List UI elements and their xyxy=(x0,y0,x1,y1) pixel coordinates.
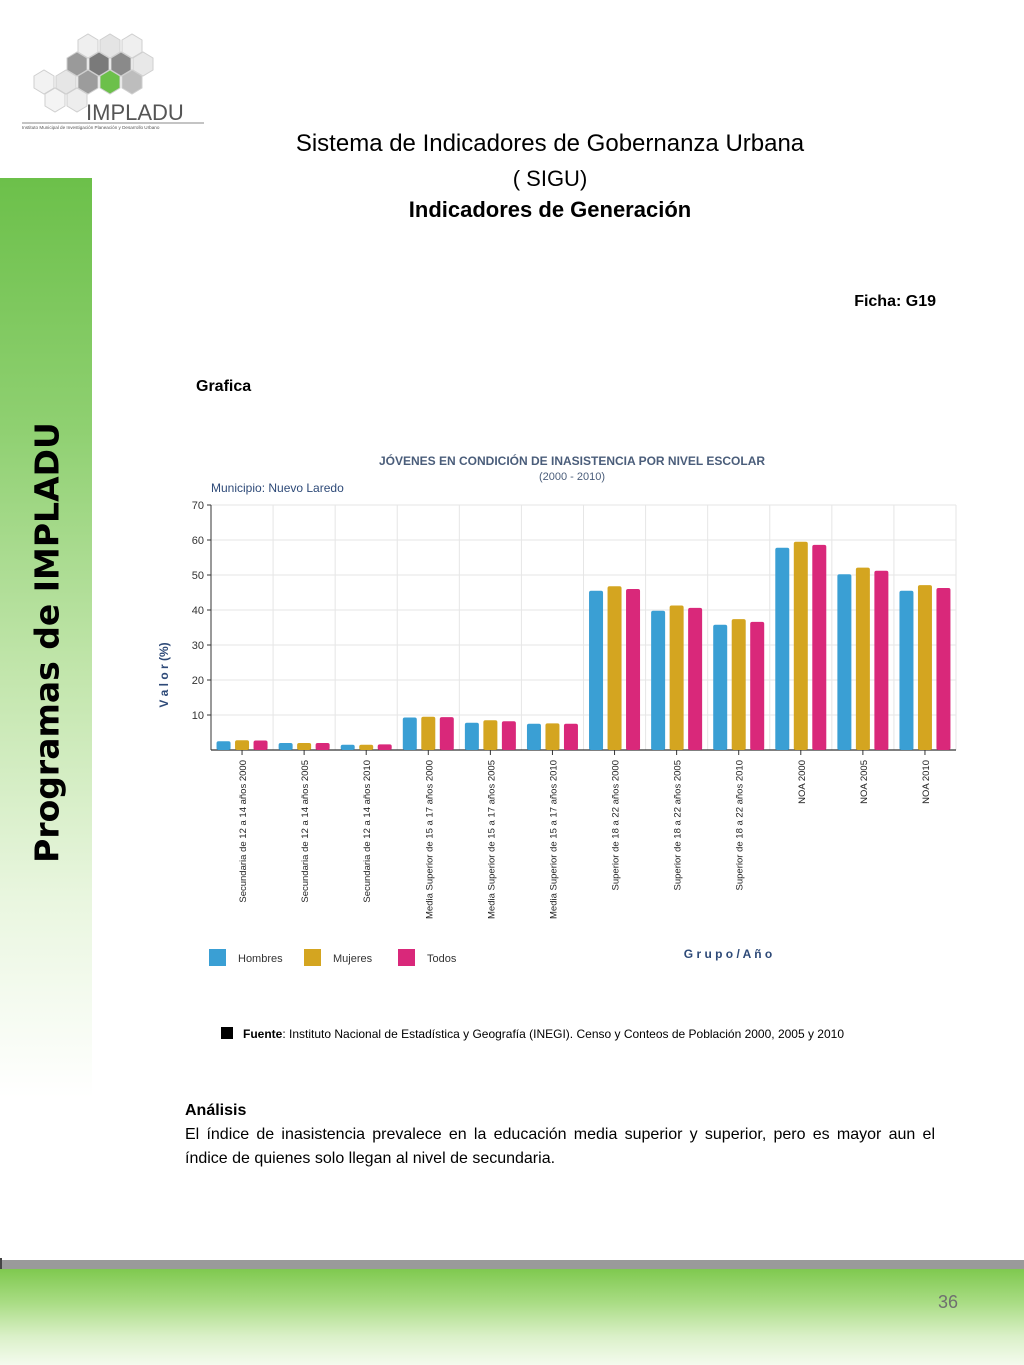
svg-text:IMPLADU: IMPLADU xyxy=(86,100,184,125)
bar-todos xyxy=(440,717,454,750)
bar-todos xyxy=(378,744,392,750)
chart-xlabel: G r u p o / A ñ o xyxy=(683,947,773,961)
x-tick-label: Media Superior de 15 a 17 años 2000 xyxy=(424,760,436,919)
x-tick-label: Superior de 18 a 22 años 2000 xyxy=(610,760,622,891)
bar-todos xyxy=(564,724,578,750)
y-tick-label: 60 xyxy=(191,535,204,547)
bar-mujeres xyxy=(297,743,311,750)
chart-subtitle: (2000 - 2010) xyxy=(538,471,606,483)
bar-mujeres xyxy=(545,723,559,750)
bar-mujeres xyxy=(608,586,622,750)
bar-chart xyxy=(150,440,970,980)
bar-hombres xyxy=(899,591,913,750)
legend-label-todos: Todos xyxy=(427,953,457,965)
bar-hombres xyxy=(651,611,665,750)
legend-swatch-todos xyxy=(398,949,415,966)
bar-mujeres xyxy=(856,568,870,750)
bar-mujeres xyxy=(483,720,497,750)
footer-divider xyxy=(0,1260,1024,1269)
y-tick-label: 70 xyxy=(191,500,204,512)
svg-text:Instituto Municipal de Investi: Instituto Municipal de Investigación Planeación y Desarrollo Urbano xyxy=(22,125,160,130)
x-tick-label: Secundaria de 12 a 14 años 2005 xyxy=(300,760,312,903)
legend-label-hombres: Hombres xyxy=(238,953,283,965)
x-tick-label: Media Superior de 15 a 17 años 2005 xyxy=(486,760,498,919)
x-tick-label: Secundaria de 12 a 14 años 2000 xyxy=(238,760,250,903)
bar-hombres xyxy=(403,717,417,750)
page-subtitle: ( SIGU) xyxy=(512,166,588,191)
grafica-label: Grafica xyxy=(196,378,252,395)
source-note xyxy=(221,1027,844,1041)
bar-mujeres xyxy=(235,740,249,750)
footer-band xyxy=(0,1269,1024,1365)
y-tick-label: 20 xyxy=(191,675,204,687)
page-number: 36 xyxy=(937,1292,958,1312)
y-tick-label: 50 xyxy=(191,570,204,582)
legend-label-mujeres: Mujeres xyxy=(333,953,373,965)
chart-ylabel: V a l o r (%) xyxy=(157,642,171,708)
bar-mujeres xyxy=(421,717,435,750)
y-tick-label: 40 xyxy=(191,605,204,617)
source-text: : Instituto Nacional de Estadística y Geografía (INEGI). Censo y Conteos de Población 2000, 2005 y 2010 xyxy=(282,1027,844,1041)
x-tick-label: NOA 2005 xyxy=(858,760,870,804)
bar-hombres xyxy=(775,548,789,750)
legend-swatch-mujeres xyxy=(304,949,321,966)
bar-mujeres xyxy=(918,585,932,750)
bar-hombres xyxy=(527,724,541,750)
bar-hombres xyxy=(341,745,355,750)
chart-title: JÓVENES EN CONDICIÓN DE INASISTENCIA POR NIVEL ESCOLAR xyxy=(378,454,766,468)
source-label: Fuente xyxy=(243,1027,283,1041)
bar-mujeres xyxy=(732,619,746,750)
section-title: Indicadores de Generación xyxy=(408,197,692,222)
bar-todos xyxy=(626,589,640,750)
bar-hombres xyxy=(217,741,231,750)
bar-mujeres xyxy=(359,745,373,750)
page-title: Sistema de Indicadores de Gobernanza Urbana xyxy=(295,130,805,157)
bar-hombres xyxy=(589,591,603,750)
bar-hombres xyxy=(837,574,851,750)
bar-mujeres xyxy=(794,542,808,750)
x-tick-label: NOA 2010 xyxy=(920,760,932,804)
y-tick-label: 10 xyxy=(191,710,204,722)
bar-mujeres xyxy=(670,605,684,750)
x-tick-label: Secundaria de 12 a 14 años 2010 xyxy=(362,760,374,903)
bar-todos xyxy=(812,545,826,750)
x-tick-label: NOA 2000 xyxy=(796,760,808,804)
analysis-text: El índice de inasistencia prevalece en la educación media superior y superior, pero es mayor aun el índice de quienes solo llegan al nivel de secundaria. xyxy=(185,1126,935,1167)
chart-municipio: Municipio: Nuevo Laredo xyxy=(211,481,344,495)
analysis-heading: Análisis xyxy=(185,1102,247,1119)
bar-todos xyxy=(750,622,764,750)
y-tick-label: 30 xyxy=(191,640,204,652)
bar-hombres xyxy=(465,723,479,750)
bar-hombres xyxy=(713,625,727,750)
x-tick-label: Superior de 18 a 22 años 2005 xyxy=(672,760,684,891)
legend-swatch-hombres xyxy=(209,949,226,966)
x-tick-label: Media Superior de 15 a 17 años 2010 xyxy=(548,760,560,919)
bullet-square-icon xyxy=(221,1027,233,1039)
x-tick-label: Superior de 18 a 22 años 2010 xyxy=(734,760,746,891)
bar-todos xyxy=(316,743,330,750)
sidebar-title: Programas de IMPLADU xyxy=(27,422,67,863)
impladu-logo xyxy=(18,10,208,130)
bar-todos xyxy=(254,741,268,750)
ficha-label: Ficha: G19 xyxy=(854,293,936,310)
bar-todos xyxy=(874,571,888,750)
bar-todos xyxy=(502,721,516,750)
bar-todos xyxy=(688,608,702,750)
bar-hombres xyxy=(279,743,293,750)
bar-todos xyxy=(936,588,950,750)
